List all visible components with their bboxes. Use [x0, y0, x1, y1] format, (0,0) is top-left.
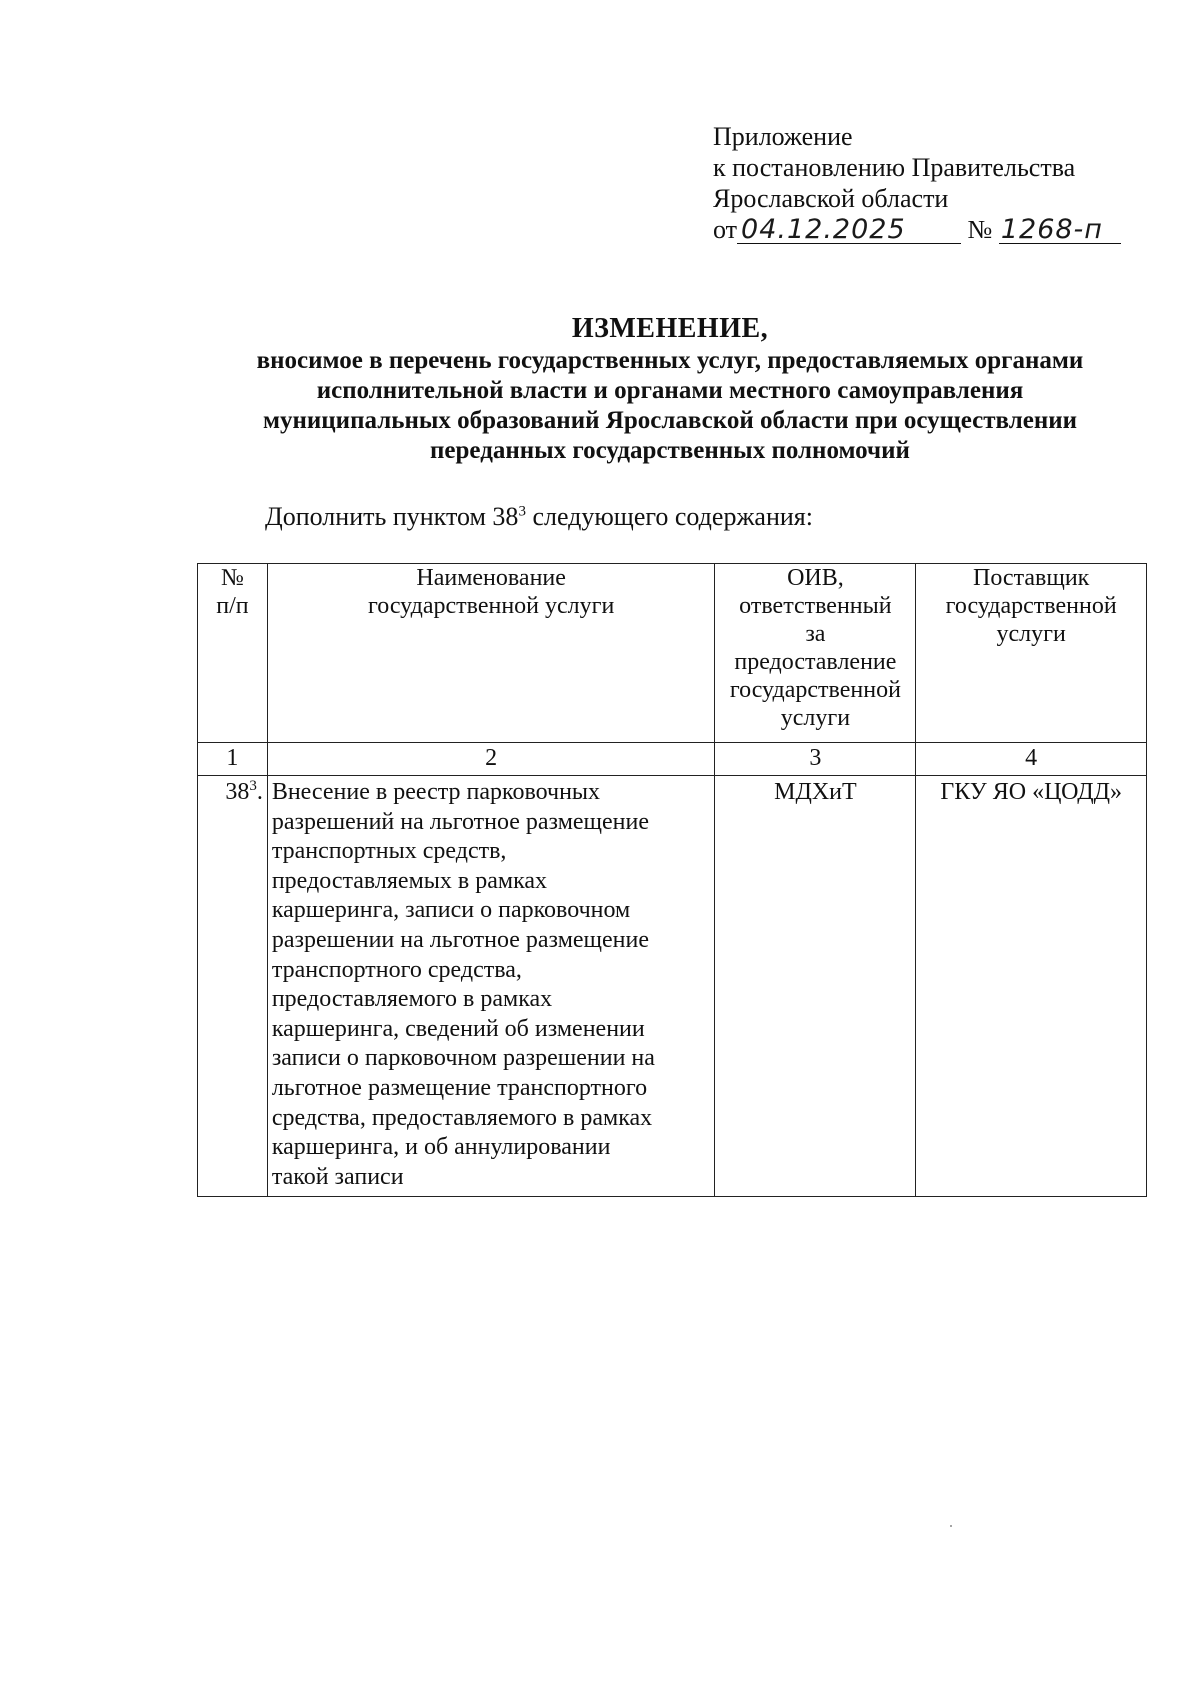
row-service-provider: ГКУ ЯО «ЦОДД»: [916, 776, 1147, 1197]
index-cell: 4: [916, 743, 1147, 776]
intro-superscript: 3: [518, 503, 526, 520]
header-responsible-authority: ОИВ, ответственный за предоставление государственной услуги: [715, 564, 916, 743]
title-heading: ИЗМЕНЕНИЕ,: [571, 313, 769, 344]
appendix-title: Приложение: [713, 122, 853, 151]
handwritten-date: 04.12.2025: [737, 217, 961, 244]
intro-paragraph: [265, 501, 813, 533]
row-service-name: Внесение в реестр парковочных разрешений на льготное размещение транспортных средств, предоставляемых в рамках каршеринга, записи о парковочном разрешении на льготное размещение транспортного средства, предоставляемого в рамках каршеринга, сведений об изменении записи о парковочном разрешении на льготное размещение транспортного средства, предоставляемого в рамках каршеринга, и об аннулировании такой записи: [267, 776, 715, 1197]
appendix-block: [713, 121, 1121, 245]
title-line-3: муниципальных образований Ярославской области при осуществлении: [262, 407, 1078, 434]
title-line-4: переданных государственных полномочий: [430, 437, 910, 464]
row-responsible-authority: МДХиТ: [715, 776, 916, 1197]
scan-speck: [950, 1525, 952, 1527]
header-service-name: Наименование государственной услуги: [267, 564, 715, 743]
index-cell: 3: [715, 743, 916, 776]
handwritten-number: 1268-п: [999, 217, 1121, 244]
table-header-row: [198, 564, 1147, 743]
row-number: $38^3$.: [198, 776, 268, 1197]
index-cell: 1: [198, 743, 268, 776]
appendix-region: Ярославской области: [713, 184, 949, 213]
header-number: № п/п: [198, 564, 268, 743]
date-prefix: от: [713, 215, 738, 244]
table-row: [198, 776, 1147, 1197]
appendix-resolution: к постановлению Правительства: [713, 153, 1076, 182]
number-prefix: №: [967, 215, 993, 244]
appendix-date-number-line: [713, 214, 1121, 245]
intro-text-after: следующего содержания:: [525, 502, 813, 531]
document-title: [160, 312, 1180, 466]
intro-text-before: Дополнить пунктом 38: [265, 502, 519, 531]
title-line-2: исполнительной власти и органами местного самоуправления: [316, 377, 1024, 404]
table-index-row: [198, 743, 1147, 776]
index-cell: 2: [267, 743, 715, 776]
services-table: [197, 563, 1147, 1197]
title-line-1: вносимое в перечень государственных услуг, предоставляемых органами: [256, 347, 1084, 374]
header-service-provider: Поставщик государственной услуги: [916, 564, 1147, 743]
